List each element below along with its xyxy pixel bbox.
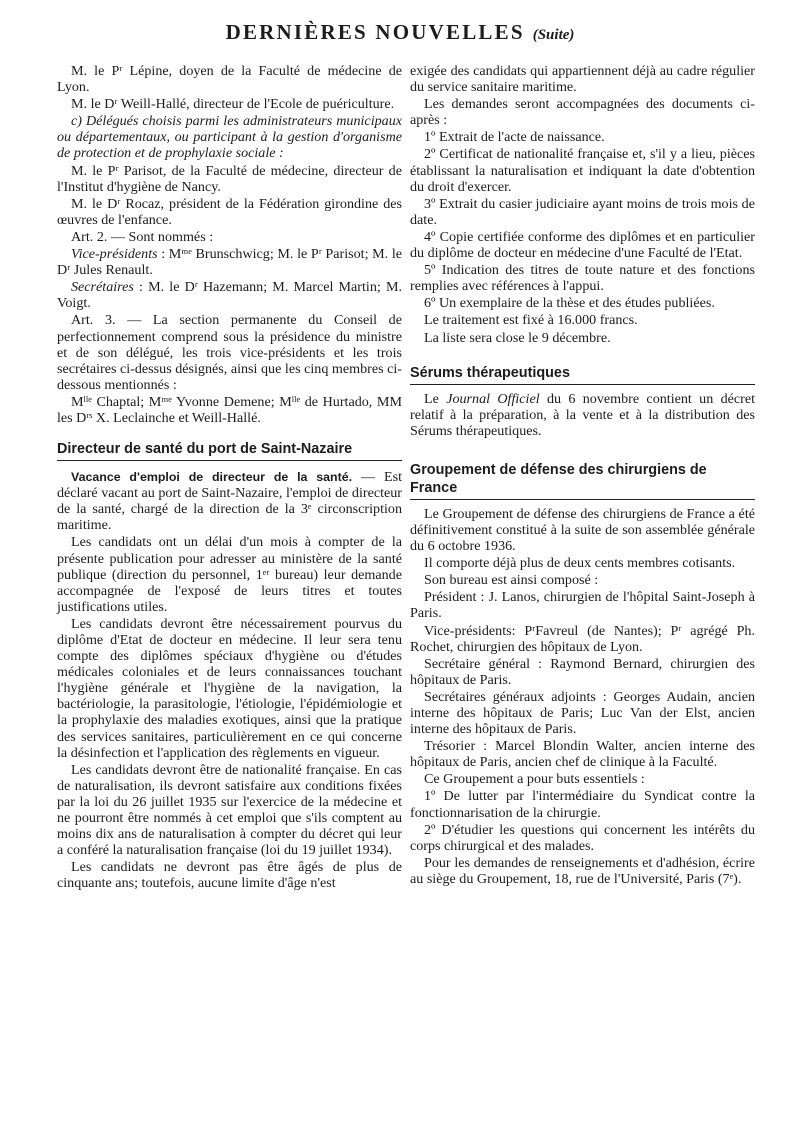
paragraph: Mˡˡᵉ Chaptal; Mᵐᵉ Yvonne Demene; Mˡˡᵉ de Hurtado, MM les Dʳˢ X. Leclainche et Weill-Hallé.	[57, 393, 402, 426]
list-item: 1º De lutter par l'intermédiaire du Syndicat contre la fonctionnarisation de la chirurgie.	[410, 788, 755, 821]
paragraph: M. le Dʳ Rocaz, président de la Fédération girondine des œuvres de l'enfance.	[57, 195, 402, 228]
paragraph: Son bureau est ainsi composé :	[424, 572, 599, 589]
paragraph	[410, 391, 755, 439]
left-column	[57, 63, 402, 893]
paragraph-text: c) Délégués choisis parmi les administrateurs municipaux ou départementaux, ou participant à la gestion d'organisme de protection et de prophylaxie sociale :	[57, 113, 402, 162]
paragraph	[57, 279, 402, 311]
paragraph: M. le Pʳ Parisot, de la Faculté de médecine, directeur de l'Institut d'hygiène de Nancy.	[57, 162, 402, 195]
paragraph: Ce Groupement a pour buts essentiels :	[424, 771, 645, 788]
page-header	[0, 20, 800, 45]
paragraph-text: : M. le Dʳ Hazemann; M. Marcel Martin; M. Voigt.	[57, 279, 402, 312]
paragraph: Les candidats devront être de nationalité française. En cas de naturalisation, ils devront satisfaire aux conditions fixées par la loi du 26 juillet 1935 sur l'exercice de la médecine et ne pourront être nommés à cet emploi que s'ils comptent au moins dix ans de naturalisation à compter du décret qui leur a conféré la naturalisation française (loi du 19 juillet 1934).	[57, 761, 402, 859]
subheading-vacance: Vacance d'emploi de directeur de la santé.	[71, 470, 353, 485]
list-item: 1º Extrait de l'acte de naissance.	[424, 129, 605, 146]
page-title: DERNIÈRES NOUVELLES	[225, 20, 525, 44]
list-item: 2º D'étudier les questions qui concernent les intérêts du corps chirurgical et des malades.	[410, 821, 755, 854]
paragraph: exigée des candidats qui appartiennent déjà au cadre régulier du service sanitaire maritime.	[410, 63, 755, 96]
paragraph: M. le Dʳ Weill-Hallé, directeur de l'Ecole de puériculture.	[71, 96, 395, 113]
paragraph: Le Groupement de défense des chirurgiens de France a été définitivement constitué à la suite de son assemblée générale du 6 octobre 1936.	[410, 505, 755, 555]
paragraph: Art. 2. — Sont nommés :	[71, 228, 214, 245]
list-item: 2º Certificat de nationalité française et, s'il y a lieu, pièces établissant la naturalisation et indiquant la date d'obtention du droit d'exercer.	[410, 146, 755, 195]
section-heading-serums: Sérums thérapeutiques	[410, 364, 755, 385]
paragraph: Il comporte déjà plus de deux cents membres cotisants.	[424, 555, 736, 572]
section-heading-groupement: Groupement de défense des chirurgiens de France	[410, 461, 755, 500]
paragraph: Les candidats ne devront pas être âgés de plus de cinquante ans; toutefois, aucune limite d'âge n'est	[57, 859, 402, 892]
paragraph: Vice-présidents: PʳFavreul (de Nantes); Pʳ agrégé Ph. Rochet, chirurgien des hôpitaux de Lyon.	[410, 622, 755, 655]
paragraph: Trésorier : Marcel Blondin Walter, ancien interne des hôpitaux de Paris, ancien chef de clinique à la Faculté.	[410, 738, 755, 771]
list-item: 6º Un exemplaire de la thèse et des études publiées.	[424, 295, 715, 312]
paragraph-text: Le	[424, 390, 447, 407]
paragraph: Les candidats devront être nécessairement pourvus du diplôme d'Etat de docteur en médecine. Il leur sera tenu compte des diplômes spéciaux d'hygiène ou d'études médicales coloniales et de leurs connaissances touchant l'hygiène générale et l'hygiène de la navigation, la bactériologie, la parasitologie, l'étiologie, l'épidémiologie et la prophylaxie des maladies exotiques, ainsi que la pratique des services sanitaires, particulièrement en ce qui concerne la désinfection et l'application des règlements en vigueur.	[57, 615, 402, 761]
paragraph-text: du 6 novembre contient un décret relatif à la préparation, à la vente et à la distribution des Sérums thérapeutiques.	[410, 390, 755, 439]
paragraph: M. le Pʳ Lépine, doyen de la Faculté de médecine de Lyon.	[57, 63, 402, 96]
paragraph: Secrétaire général : Raymond Bernard, chirurgien des hôpitaux de Paris.	[410, 655, 755, 688]
paragraph: Président : J. Lanos, chirurgien de l'hôpital Saint-Joseph à Paris.	[410, 589, 755, 622]
paragraph: Secrétaires généraux adjoints : Georges Audain, ancien interne des hôpitaux de Paris; Luc Van der Elst, ancien interne des hôpitaux de Paris.	[410, 688, 755, 738]
label-vice-presidents: Vice-présidents	[71, 246, 158, 263]
label-secretaires: Secrétaires	[71, 279, 134, 296]
list-item: 5º Indication des titres de toute nature et des fonctions remplies avec références à l'appui.	[410, 262, 755, 295]
paragraph: Le traitement est fixé à 16.000 francs.	[424, 312, 638, 329]
journal-title: Journal Officiel	[446, 390, 540, 407]
list-item: 3º Extrait du casier judiciaire ayant moins de trois mois de date.	[410, 195, 755, 228]
paragraph-italic	[57, 113, 402, 161]
paragraph: Pour les demandes de renseignements et d'adhésion, écrire au siège du Groupement, 18, rue de l'Université, Paris (7ᵉ).	[410, 854, 755, 887]
paragraph-text: : Mᵐᵉ Brunschwicg; M. le Pʳ Parisot; M. le Dʳ Jules Renault.	[57, 246, 402, 279]
page-title-suffix: (Suite)	[532, 27, 575, 43]
section-heading-saint-nazaire: Directeur de santé du port de Saint-Nazaire	[57, 440, 402, 461]
paragraph: Les demandes seront accompagnées des documents ci-après :	[410, 96, 755, 129]
paragraph: Art. 3. — La section permanente du Conseil de perfectionnement comprend sous la présidence du ministre et de son délégué, les trois vice-présidents et les trois secrétaires ci-dessus désignés, ainsi que les cinq membres ci-dessous mentionnés :	[57, 312, 402, 393]
paragraph-text: — Est déclaré vacant au port de Saint-Nazaire, l'emploi de directeur de la santé, chargé de la direction de la 3ᵉ circonscription maritime.	[57, 469, 402, 534]
paragraph	[57, 246, 402, 278]
paragraph: Les candidats ont un délai d'un mois à compter de la présente publication pour adresser au ministère de la santé publique (direction du personnel, 1ᵉʳ bureau) leur demande accompagnée de l'exposé de leurs titres et toutes justifications utiles.	[57, 534, 402, 615]
right-column	[410, 63, 755, 888]
paragraph	[57, 469, 402, 533]
paragraph: La liste sera close le 9 décembre.	[424, 329, 611, 346]
list-item: 4º Copie certifiée conforme des diplômes et en particulier du diplôme de docteur en médecine d'une Faculté de l'Etat.	[410, 228, 755, 262]
